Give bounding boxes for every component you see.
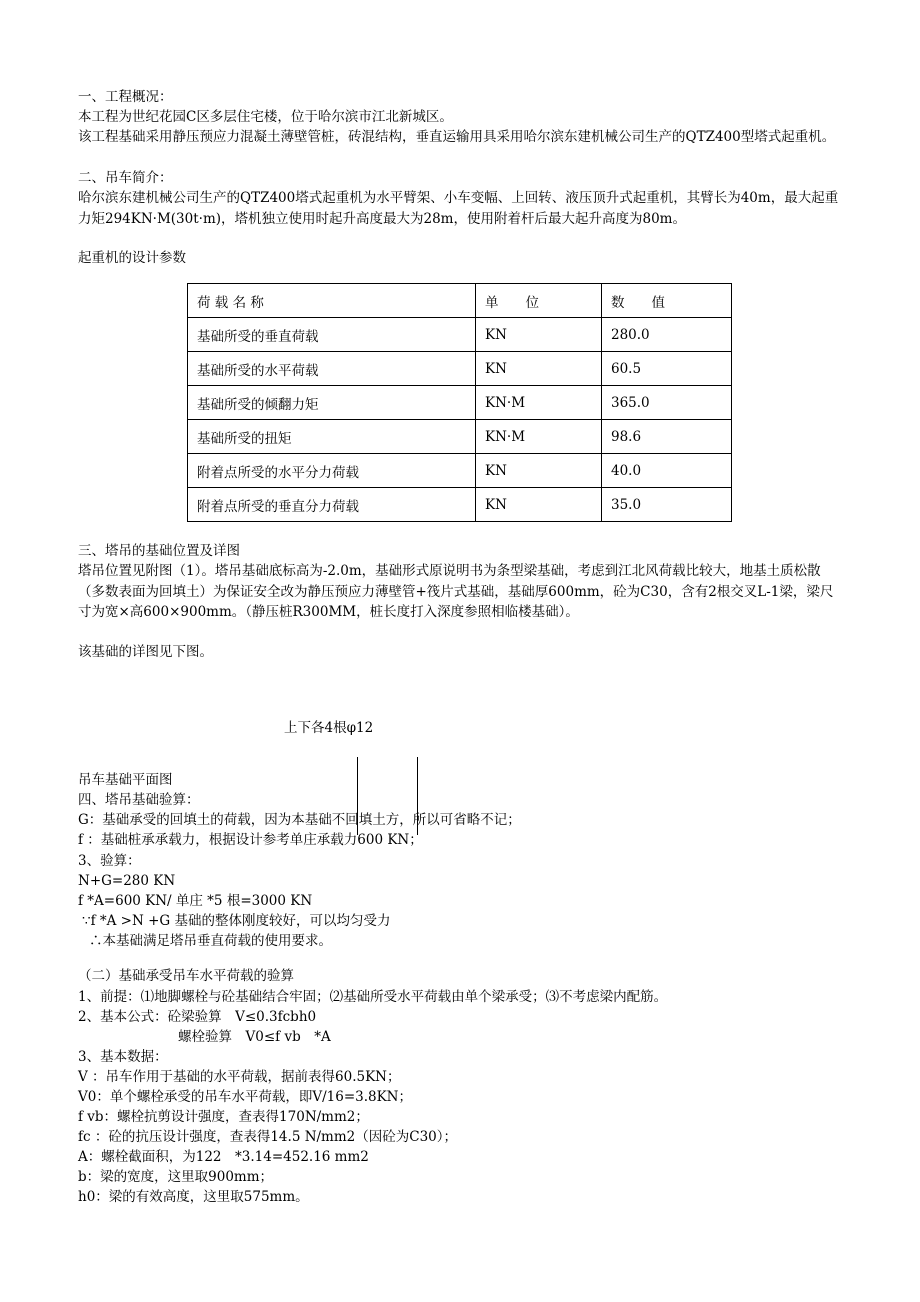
table-cell: 基础所受的水平荷载	[188, 352, 476, 386]
table-title: 起重机的设计参数	[78, 250, 186, 266]
table-cell: KN·M	[476, 420, 602, 454]
section5-heading: （二）基础承受吊车水平荷载的验算	[78, 968, 294, 984]
table-cell: KN	[476, 454, 602, 488]
section1-paragraph-2: 该工程基础采用静压预应力混凝土薄壁管桩，砖混结构，垂直运输用具采用哈尔滨东建机械公司生产的QTZ400型塔式起重机。	[78, 129, 836, 145]
table-header-row	[188, 284, 732, 318]
table-row	[188, 352, 732, 386]
section1-paragraph-1: 本工程为世纪花园C区多层住宅楼，位于哈尔滨市江北新城区。	[78, 109, 453, 125]
table-header-cell: 数 值	[602, 284, 732, 318]
table-row	[188, 386, 732, 420]
calc-heading: 3、验算：	[78, 853, 141, 869]
table-cell: KN	[476, 352, 602, 386]
data-line: b：梁的宽度，这里取900mm；	[78, 1169, 274, 1185]
data-line: V ：吊车作用于基础的水平荷载，据前表得60.5KN；	[78, 1069, 401, 1085]
data-line: f vb：螺栓抗剪设计强度，查表得170N/mm2；	[78, 1109, 369, 1125]
f-definition: f ：基础桩承承载力，根据设计参考单庄承载力600 KN；	[78, 832, 423, 848]
premise-line: 1、前提：⑴地脚螺栓与砼基础结合牢固；⑵基础所受水平荷载由单个梁承受；⑶不考虑梁内配筋。	[78, 989, 668, 1005]
data-line: V0：单个螺栓承受的吊车水平荷载，即V/16=3.8KN；	[78, 1089, 412, 1105]
table-cell: KN·M	[476, 386, 602, 420]
table-header-cell: 单 位	[476, 284, 602, 318]
rebar-label: 上下各4根φ12	[284, 720, 374, 736]
table-row	[188, 420, 732, 454]
table-header-cell: 荷 载 名 称	[188, 284, 476, 318]
formula-line: 2、基本公式：砼梁验算 V≤0.3fcbh0	[78, 1009, 317, 1025]
table-cell: 附着点所受的垂直分力荷载	[188, 488, 476, 522]
section3-paragraph-2: 该基础的详图见下图。	[78, 644, 213, 660]
g-definition: G：基础承受的回填土的荷载，因为本基础不回填土方，所以可省略不记；	[78, 812, 521, 828]
data-line: fc ：砼的抗压设计强度，查表得14.5 N/mm2（因砼为C30）；	[78, 1129, 458, 1145]
section3-paragraph-1: 塔吊位置见附图（1）。塔吊基础底标高为-2.0m，基础形式原说明书为条型梁基础，考虑到江北风荷载比较大，地基土质松散（多数表面为回填土）为保证安全改为静压预应力薄壁管+筏片式基础，基础厚600mm，砼为C30，含有2根交叉L-1梁，梁尺寸为宽×高600×900mm。（静压桩R300MM，桩长度打入深度参照相临楼基础）。	[78, 563, 834, 620]
table-cell: 365.0	[602, 386, 732, 420]
section2-paragraph-1: 哈尔滨东建机械公司生产的QTZ400塔式起重机为水平臂架、小车变幅、上回转、液压顶升式起重机，其臂长为40m，最大起重力矩294KN·M(30t·m)，塔机独立使用时起升高度最大为28m，使用附着杆后最大起升高度为80m。	[78, 190, 839, 227]
table-cell: 基础所受的倾翻力矩	[188, 386, 476, 420]
section4-heading: 四、塔吊基础验算：	[78, 792, 200, 808]
table-cell: 98.6	[602, 420, 732, 454]
section2-heading: 二、吊车简介：	[78, 170, 173, 186]
calc-line: ∵f *A >N +G 基础的整体刚度较好，可以均匀受力	[82, 913, 391, 929]
data-line: h0：梁的有效高度，这里取575mm。	[78, 1189, 309, 1205]
section1-heading: 一、工程概况：	[78, 89, 173, 105]
table-cell: 附着点所受的水平分力荷载	[188, 454, 476, 488]
table-cell: KN	[476, 318, 602, 352]
calc-line: ∴本基础满足塔吊垂直荷载的使用要求。	[89, 933, 332, 949]
data-heading: 3、基本数据：	[78, 1049, 168, 1065]
table-cell: 基础所受的垂直荷载	[188, 318, 476, 352]
data-line: A：螺栓截面积，为122 *3.14=452.16 mm2	[78, 1149, 369, 1165]
table-cell: 40.0	[602, 454, 732, 488]
crane-parameters-table	[187, 283, 732, 522]
table-cell: 35.0	[602, 488, 732, 522]
plan-label: 吊车基础平面图	[78, 772, 173, 788]
table-cell: 基础所受的扭矩	[188, 420, 476, 454]
table-cell: 280.0	[602, 318, 732, 352]
calc-line: N+G=280 KN	[78, 873, 176, 889]
table-row	[188, 488, 732, 522]
calc-line: f *A=600 KN/ 单庄 *5 根=3000 KN	[78, 893, 313, 909]
table-row	[188, 454, 732, 488]
table-cell: 60.5	[602, 352, 732, 386]
table-cell: KN	[476, 488, 602, 522]
section3-heading: 三、塔吊的基础位置及详图	[78, 543, 240, 559]
table-row	[188, 318, 732, 352]
formula-line: 螺栓验算 V0≤f vb *A	[178, 1029, 331, 1045]
